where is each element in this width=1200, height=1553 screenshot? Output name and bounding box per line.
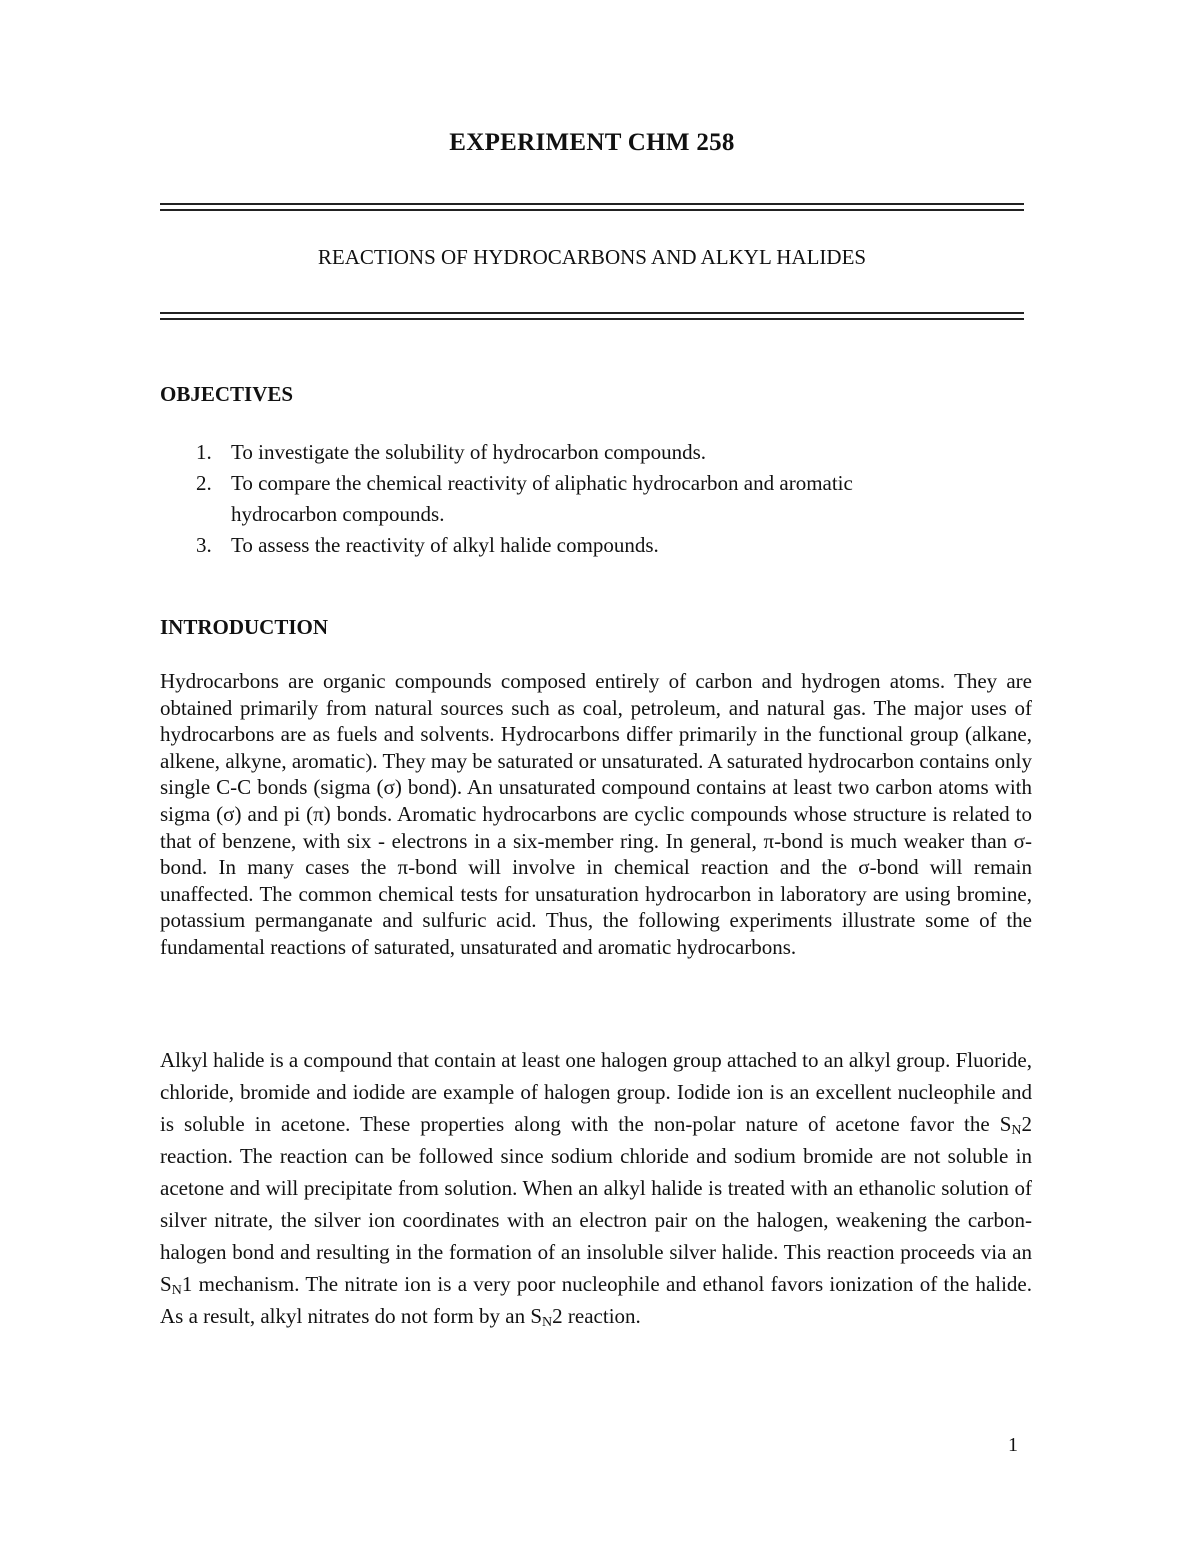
sn-subscript: N bbox=[1011, 1123, 1022, 1138]
paragraph-text: 1 mechanism. The nitrate ion is a very poor nucleophile and ethanol favors ionization of the halide. As a result, alkyl nitrates do not form by an bbox=[160, 1272, 1032, 1328]
objective-item bbox=[160, 530, 960, 561]
paragraph-text: Alkyl halide is a compound that contain at least one halogen group attached to an alkyl group. Fluoride, chloride, bromide and iodide are example of halogen group. Iodide ion is an excellent nucleophile and is soluble in acetone. These properties along with the non-polar nature of acetone favor the bbox=[160, 1048, 1032, 1136]
sn-symbol: S bbox=[999, 1112, 1012, 1136]
objective-number: 3. bbox=[196, 533, 212, 557]
sn-symbol: S bbox=[160, 1272, 172, 1296]
paragraph-text: 2 reaction. The reaction can be followed since sodium chloride and sodium bromide are not soluble in acetone and will precipitate from solution. When an alkyl halide is treated with an ethanolic solution of silver nitrate, the silver ion coordinates with an electron pair on the halogen, weakening the carbon-halogen bond and resulting in the formation of an insoluble silver halide. This reaction proceeds via an bbox=[160, 1112, 1032, 1264]
introduction-paragraph-alkyl-halides bbox=[160, 1044, 1032, 1332]
double-divider-bottom bbox=[160, 312, 1024, 320]
objective-text: To investigate the solubility of hydrocarbon compounds. bbox=[231, 440, 707, 464]
objective-text: To compare the chemical reactivity of aliphatic hydrocarbon and aromatic hydrocarbon compounds. bbox=[231, 471, 853, 526]
objectives-heading: OBJECTIVES bbox=[160, 382, 294, 406]
paragraph-text: 2 reaction. bbox=[552, 1304, 641, 1328]
page-title: EXPERIMENT CHM 258 bbox=[449, 129, 735, 156]
page-number: 1 bbox=[1008, 1434, 1018, 1456]
objective-number: 1. bbox=[196, 440, 212, 464]
objectives-list bbox=[160, 437, 960, 561]
objective-item bbox=[160, 437, 960, 468]
sn-symbol: S bbox=[530, 1304, 543, 1328]
objective-text: To assess the reactivity of alkyl halide compounds. bbox=[231, 533, 659, 557]
sn-subscript: N bbox=[171, 1283, 182, 1298]
sn-subscript: N bbox=[542, 1315, 553, 1330]
double-divider-top bbox=[160, 203, 1024, 211]
objective-number: 2. bbox=[196, 471, 212, 495]
page-subtitle: REACTIONS OF HYDROCARBONS AND ALKYL HALIDES bbox=[317, 245, 867, 269]
introduction-heading: INTRODUCTION bbox=[160, 615, 329, 639]
introduction-paragraph-hydrocarbons: Hydrocarbons are organic compounds composed entirely of carbon and hydrogen atoms. They are obtained primarily from natural sources such as coal, petroleum, and natural gas. The major uses of hydrocarbons are as fuels and solvents. Hydrocarbons differ primarily in the functional group (alkane, alkene, alkyne, aromatic). They may be saturated or unsaturated. A saturated hydrocarbon contains only single C-C bonds (sigma (σ) bond). An unsaturated compound contains at least two carbon atoms with sigma (σ) and pi (π) bonds. Aromatic hydrocarbons are cyclic compounds whose structure is related to that of benzene, with six - electrons in a six-member ring. In general, π-bond is much weaker than σ-bond. In many cases the π-bond will involve in chemical reaction and the σ-bond will remain unaffected. The common chemical tests for unsaturation hydrocarbon in laboratory are using bromine, potassium permanganate and sulfuric acid. Thus, the following experiments illustrate some of the fundamental reactions of saturated, unsaturated and aromatic hydrocarbons. bbox=[160, 669, 1032, 959]
objective-item bbox=[160, 468, 960, 530]
